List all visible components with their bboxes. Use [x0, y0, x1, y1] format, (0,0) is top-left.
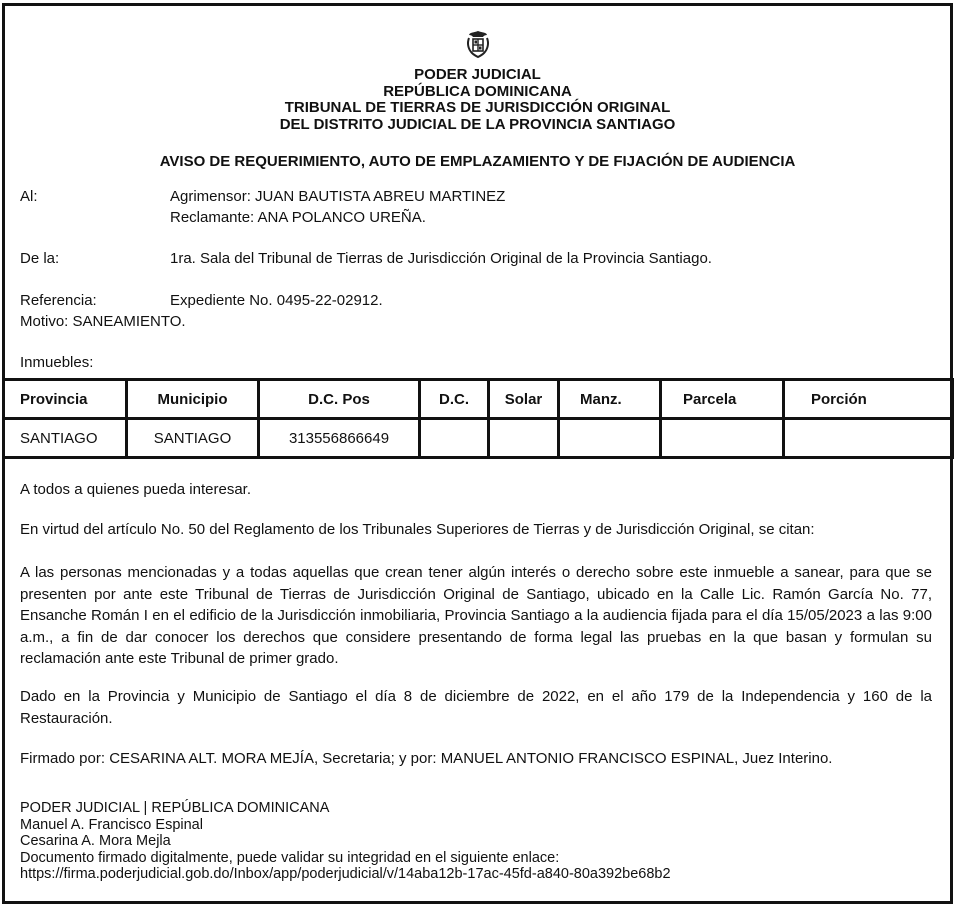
- header-line-1: PODER JUDICIAL: [414, 66, 541, 83]
- de-la-label: De la:: [20, 250, 60, 267]
- cell-manz: [559, 419, 661, 458]
- body-paragraph-1: A todos a quienes pueda interesar.: [20, 481, 252, 498]
- cell-porcion: [784, 419, 954, 458]
- al-label: Al:: [20, 188, 38, 205]
- header-line-3: TRIBUNAL DE TIERRAS DE JURISDICCIÓN ORIGINAL: [284, 99, 671, 116]
- col-provincia: Provincia: [4, 380, 127, 419]
- col-municipio: Municipio: [127, 380, 259, 419]
- referencia-label: Referencia:: [20, 292, 97, 309]
- header-line-4: DEL DISTRITO JUDICIAL DE LA PROVINCIA SANTIAGO: [279, 115, 676, 133]
- cell-municipio: SANTIAGO: [127, 419, 259, 458]
- document-title: AVISO DE REQUERIMIENTO, AUTO DE EMPLAZAMIENTO Y DE FIJACIÓN DE AUDIENCIA: [159, 153, 796, 170]
- document-frame: [2, 3, 953, 904]
- footer-validation-text: Documento firmado digitalmente, puede validar su integridad en el siguiente enlace:: [20, 849, 560, 866]
- cell-solar: [489, 419, 559, 458]
- al-agrimensor: Agrimensor: JUAN BAUTISTA ABREU MARTINEZ: [170, 188, 506, 205]
- col-manz: Manz.: [559, 380, 661, 419]
- inmuebles-label: Inmuebles:: [20, 354, 94, 371]
- cell-dc-pos: 313556866649: [259, 419, 420, 458]
- body-paragraph-2: En virtud del artículo No. 50 del Reglamento de los Tribunales Superiores de Tierras y de Jurisdicción Original, se citan:: [20, 521, 815, 538]
- cell-parcela: [661, 419, 784, 458]
- body-paragraph-3: A las personas mencionadas y a todas aquellas que crean tener algún interés o derecho sobre este inmueble a sanear, para que se presenten por ante este Tribunal de Tierras de Jurisdicción Original de Santiago, ubicado en la Calle Lic. Ramón García No. 77, Ensanche Román I en el edificio de la Jurisdicción inmobiliaria, Provincia Santiago a la audiencia fijada para el día 15/05/2023 a las 9:00 a.m., a fin de dar conocer los derechos que considere presentando de forma legal las pruebas en la que basan y formulan su reclamación ante este Tribunal de primer grado.: [20, 564, 932, 667]
- inmuebles-table: [2, 378, 954, 459]
- al-reclamante: Reclamante: ANA POLANCO UREÑA.: [170, 209, 426, 226]
- footer-signer-1: Manuel A. Francisco Espinal: [20, 816, 203, 833]
- body-paragraph-5: Firmado por: CESARINA ALT. MORA MEJÍA, Secretaria; y por: MANUEL ANTONIO FRANCISCO ESPINAL, Juez Interino.: [20, 750, 833, 767]
- header-line-2: REPÚBLICA DOMINICANA: [383, 82, 572, 100]
- de-la-value: 1ra. Sala del Tribunal de Tierras de Jurisdicción Original de la Provincia Santiago.: [170, 250, 712, 267]
- table-row: [4, 419, 954, 458]
- body-paragraph-4: Dado en la Provincia y Municipio de Santiago el día 8 de diciembre de 2022, en el año 179 de la Independencia y 160 de la Restauración.: [20, 688, 932, 727]
- motivo: Motivo: SANEAMIENTO.: [20, 313, 186, 330]
- referencia-value: Expediente No. 0495-22-02912.: [170, 292, 383, 309]
- coat-of-arms-icon: [463, 29, 493, 59]
- table-header-row: [4, 380, 954, 419]
- col-solar: Solar: [489, 380, 559, 419]
- footer-validation-link[interactable]: https://firma.poderjudicial.gob.do/Inbox/app/poderjudicial/v/14aba12b-17ac-45fd-a840-80a392be68b2: [20, 866, 671, 882]
- cell-provincia: SANTIAGO: [4, 419, 127, 458]
- col-dc: D.C.: [420, 380, 489, 419]
- col-parcela: Parcela: [661, 380, 784, 419]
- cell-dc: [420, 419, 489, 458]
- col-porcion: Porción: [784, 380, 954, 419]
- footer-line-1: PODER JUDICIAL | REPÚBLICA DOMINICANA: [20, 800, 330, 816]
- footer-signer-2: Cesarina A. Mora Mejla: [20, 833, 171, 849]
- col-dc-pos: D.C. Pos: [259, 380, 420, 419]
